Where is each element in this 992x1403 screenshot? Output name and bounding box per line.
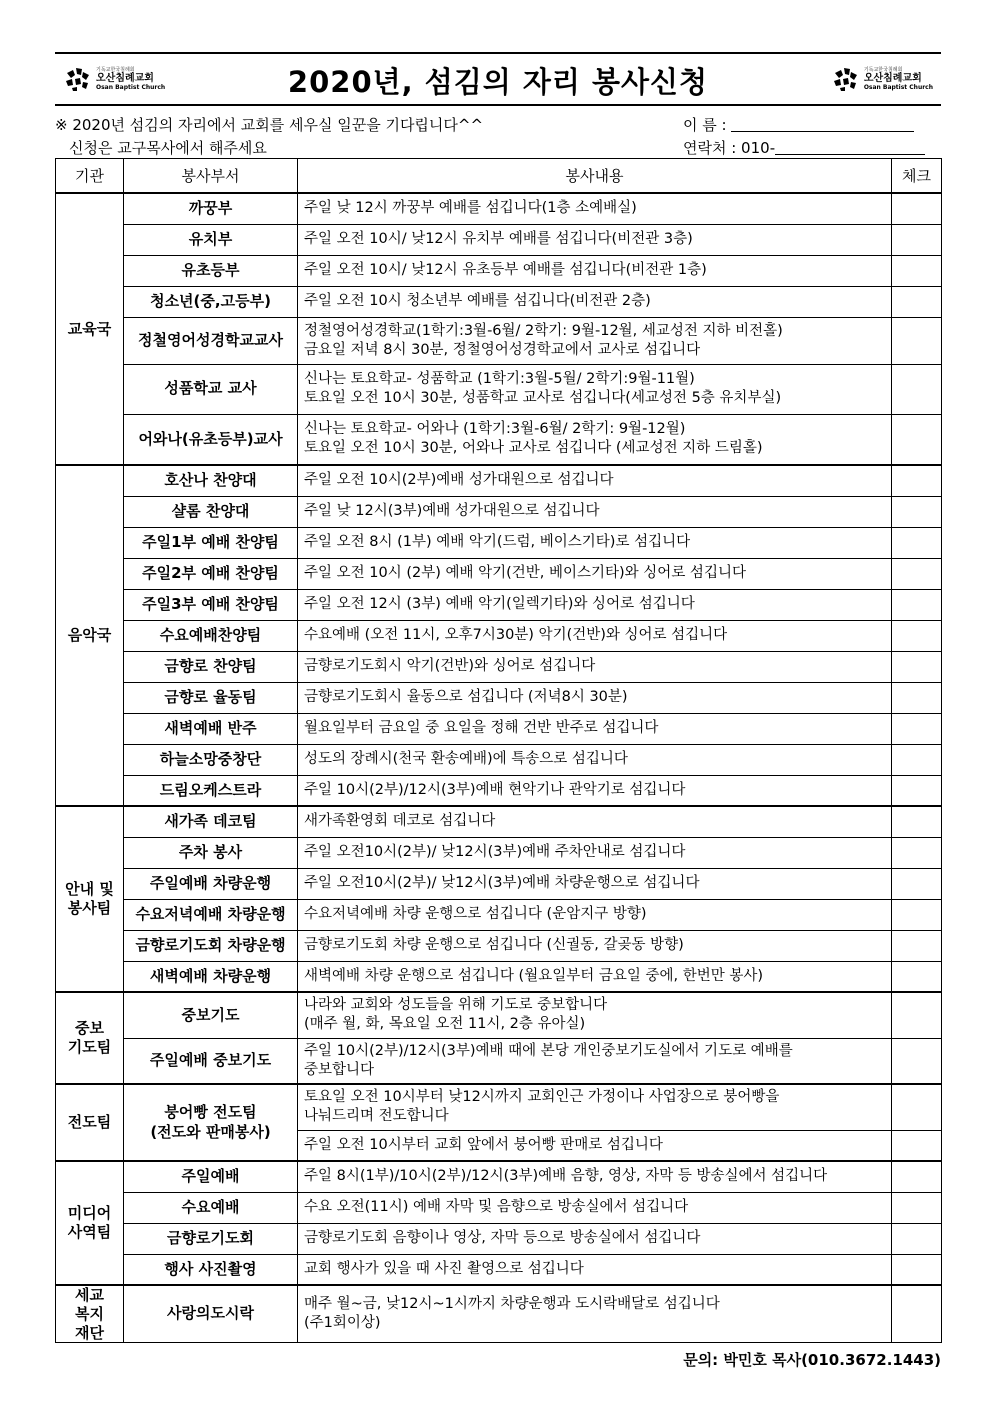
logo-church-name: 오산침례교회: [96, 72, 154, 84]
team-cell: 청소년(중,고등부): [124, 286, 298, 317]
check-cell[interactable]: [892, 806, 942, 837]
church-logo-icon: [831, 66, 861, 92]
intro-section: [55, 106, 941, 158]
team-cell: 주일2부 예배 찬양팀: [124, 558, 298, 589]
check-cell[interactable]: [892, 1223, 942, 1254]
table-row: [56, 317, 942, 364]
table-row: [56, 682, 942, 713]
check-cell[interactable]: [892, 961, 942, 992]
check-cell[interactable]: [892, 899, 942, 930]
dept-cell: 미디어 사역팀: [56, 1161, 124, 1285]
description-cell: 금향로기도회 차량 운행으로 섬깁니다 (신궐동, 갈곶동 방향): [298, 930, 892, 961]
description-cell: 금향로기도회 음향이나 영상, 자막 등으로 방송실에서 섬깁니다: [298, 1223, 892, 1254]
description-cell: 수요저녁예배 차량 운행으로 섬깁니다 (운암지구 방향): [298, 899, 892, 930]
header-dept: 기관: [56, 159, 124, 194]
team-cell: 주일1부 예배 찬양팀: [124, 527, 298, 558]
check-cell[interactable]: [892, 255, 942, 286]
table-row: [56, 364, 942, 414]
check-cell[interactable]: [892, 286, 942, 317]
check-cell[interactable]: [892, 193, 942, 224]
table-row: [56, 806, 942, 837]
team-cell: 유치부: [124, 224, 298, 255]
table-row: [56, 620, 942, 651]
description-cell: 신나는 토요학교- 어와나 (1학기:3월-6월/ 2학기: 9월-12월) 토요일 오전 10시 30분, 어와나 교사로 섬깁니다 (세교성전 지하 드림홀): [298, 414, 892, 465]
check-cell[interactable]: [892, 1130, 942, 1161]
team-cell: 주차 봉사: [124, 837, 298, 868]
table-row: [56, 496, 942, 527]
description-cell: 주일 8시(1부)/10시(2부)/12시(3부)예배 음향, 영상, 자막 등 방송실에서 섬깁니다: [298, 1161, 892, 1192]
description-cell: 주일 낮 12시(3부)예배 성가대원으로 섬깁니다: [298, 496, 892, 527]
team-cell: 새벽예배 차량운행: [124, 961, 298, 992]
team-cell: 금향로 율동팀: [124, 682, 298, 713]
check-cell[interactable]: [892, 651, 942, 682]
page-title: 2020년, 섬김의 자리 봉사신청: [287, 65, 709, 99]
dept-cell: 교육국: [56, 193, 124, 465]
name-blank-line[interactable]: [731, 117, 914, 132]
team-cell: 샬롬 찬양대: [124, 496, 298, 527]
description-cell: 주일 오전 10시부터 교회 앞에서 붕어빵 판매로 섬깁니다: [298, 1130, 892, 1161]
table-row: [56, 744, 942, 775]
description-cell: 새가족환영회 데코로 섬깁니다: [298, 806, 892, 837]
church-logo-right: [831, 66, 933, 92]
description-cell: 월요일부터 금요일 중 요일을 정해 건반 반주로 섬깁니다: [298, 713, 892, 744]
table-row: [56, 775, 942, 806]
logo-church-name-en: Osan Baptist Church: [863, 83, 933, 91]
table-row: [56, 224, 942, 255]
team-cell: 새가족 데코팀: [124, 806, 298, 837]
team-cell: 주일3부 예배 찬양팀: [124, 589, 298, 620]
check-cell[interactable]: [892, 364, 942, 414]
contact-footer: 문의: 박민호 목사(010.3672.1443): [683, 1351, 941, 1369]
logo-church-name-en: Osan Baptist Church: [96, 83, 166, 91]
table-row: [56, 1285, 942, 1343]
table-row: [56, 1223, 942, 1254]
table-row: [56, 992, 942, 1038]
description-cell: 주일 오전 10시/ 낮12시 유치부 예배를 섬깁니다(비전관 3층): [298, 224, 892, 255]
description-cell: 새벽예배 차량 운행으로 섬깁니다 (월요일부터 금요일 중에, 한번만 봉사): [298, 961, 892, 992]
description-cell: 주일 10시(2부)/12시(3부)예배 현악기나 관악기로 섬깁니다: [298, 775, 892, 806]
check-cell[interactable]: [892, 620, 942, 651]
description-cell: 주일 오전 12시 (3부) 예배 악기(일렉기타)와 싱어로 섬깁니다: [298, 589, 892, 620]
description-cell: 수요 오전(11시) 예배 자막 및 음향으로 방송실에서 섬깁니다: [298, 1192, 892, 1223]
check-cell[interactable]: [892, 930, 942, 961]
table-row: [56, 651, 942, 682]
table-row: [56, 1038, 942, 1084]
table-row: [56, 414, 942, 465]
team-cell: 드림오케스트라: [124, 775, 298, 806]
phone-field[interactable]: [683, 137, 925, 158]
description-cell: 나라와 교회와 성도들을 위해 기도로 중보합니다 (매주 월, 화, 목요일 오전 11시, 2층 유아실): [298, 992, 892, 1038]
check-cell[interactable]: [892, 1254, 942, 1285]
team-cell: 금향로 찬양팀: [124, 651, 298, 682]
table-row: [56, 1192, 942, 1223]
dept-cell: 세교 복지 재단: [56, 1285, 124, 1343]
team-cell: 금향로기도회: [124, 1223, 298, 1254]
table-row: [56, 527, 942, 558]
check-cell[interactable]: [892, 744, 942, 775]
volunteer-table: [55, 158, 942, 1343]
intro-instruction: 신청은 교구목사에서 해주세요: [69, 139, 267, 157]
header-description: 봉사내용: [298, 159, 892, 194]
description-cell: 주일 오전10시(2부)/ 낮12시(3부)예배 차량운행으로 섬깁니다: [298, 868, 892, 899]
dept-cell: 음악국: [56, 465, 124, 806]
check-cell[interactable]: [892, 1161, 942, 1192]
logo-church-name: 오산침례교회: [863, 72, 922, 84]
name-field[interactable]: [683, 114, 914, 135]
description-cell: 주일 10시(2부)/12시(3부)예배 때에 본당 개인중보기도실에서 기도로 예배를 중보합니다: [298, 1038, 892, 1084]
team-cell: 성품학교 교사: [124, 364, 298, 414]
table-row: [56, 1254, 942, 1285]
team-cell: 까꿍부: [124, 193, 298, 224]
header-team: 봉사부서: [124, 159, 298, 194]
description-cell: 주일 오전10시(2부)/ 낮12시(3부)예배 주차안내로 섬깁니다: [298, 837, 892, 868]
table-header-row: [56, 159, 942, 194]
name-label: 이 름 :: [683, 116, 727, 134]
description-cell: 성도의 장례시(천국 환송예배)에 특송으로 섬깁니다: [298, 744, 892, 775]
team-cell: 붕어빵 전도팀 (전도와 판매봉사): [124, 1084, 298, 1161]
table-row: [56, 286, 942, 317]
phone-blank-line[interactable]: [775, 140, 925, 155]
table-body: [56, 193, 942, 1343]
team-cell: 정철영어성경학교교사: [124, 317, 298, 364]
check-cell[interactable]: [892, 713, 942, 744]
team-cell: 호산나 찬양대: [124, 465, 298, 496]
dept-cell: 전도팀: [56, 1084, 124, 1161]
check-cell[interactable]: [892, 837, 942, 868]
table-row: [56, 1161, 942, 1192]
table-row: [56, 713, 942, 744]
description-cell: 주일 오전 10시/ 낮12시 유초등부 예배를 섬깁니다(비전관 1층): [298, 255, 892, 286]
table-row: [56, 193, 942, 224]
team-cell: 금향로기도회 차량운행: [124, 930, 298, 961]
table-row: [56, 899, 942, 930]
description-cell: 수요예배 (오전 11시, 오후7시30분) 악기(건반)와 싱어로 섬깁니다: [298, 620, 892, 651]
team-cell: 어와나(유초등부)교사: [124, 414, 298, 465]
check-cell[interactable]: [892, 589, 942, 620]
table-row: [56, 255, 942, 286]
check-cell[interactable]: [892, 992, 942, 1038]
description-cell: 매주 월~금, 낮12시~1시까지 차량운행과 도시락배달로 섬깁니다 (주1회이상): [298, 1285, 892, 1343]
team-cell: 사랑의도시락: [124, 1285, 298, 1343]
check-cell[interactable]: [892, 1285, 942, 1343]
description-cell: 신나는 토요학교- 성품학교 (1학기:3월-5월/ 2학기:9월-11월) 토요일 오전 10시 30분, 성품학교 교사로 섬깁니다(세교성전 5층 유치부실): [298, 364, 892, 414]
description-cell: 주일 오전 8시 (1부) 예배 악기(드럼, 베이스기타)로 섬깁니다: [298, 527, 892, 558]
phone-label: 연락처 : 010-: [683, 139, 776, 157]
description-cell: 주일 오전 10시 (2부) 예배 악기(건반, 베이스기타)와 싱어로 섬깁니다: [298, 558, 892, 589]
application-form: [55, 52, 941, 1369]
header-check: 체크: [892, 159, 942, 194]
table-row: [56, 558, 942, 589]
check-cell[interactable]: [892, 1038, 942, 1084]
check-cell[interactable]: [892, 224, 942, 255]
team-cell: 주일예배 중보기도: [124, 1038, 298, 1084]
description-cell: 주일 오전 10시 청소년부 예배를 섬깁니다(비전관 2층): [298, 286, 892, 317]
table-row: [56, 589, 942, 620]
dept-cell: 중보 기도팀: [56, 992, 124, 1084]
table-row: [56, 465, 942, 496]
check-cell[interactable]: [892, 496, 942, 527]
logo-denomination: 기독교한국침례회: [863, 66, 903, 73]
check-cell[interactable]: [892, 558, 942, 589]
dept-cell: 안내 및 봉사팀: [56, 806, 124, 992]
description-cell: 금향로기도회시 악기(건반)와 싱어로 섬깁니다: [298, 651, 892, 682]
table-row: [56, 868, 942, 899]
description-cell: 주일 오전 10시(2부)예배 성가대원으로 섬깁니다: [298, 465, 892, 496]
description-cell: 토요일 오전 10시부터 낮12시까지 교회인근 가정이나 사업장으로 붕어빵을 나눠드리며 전도합니다: [298, 1084, 892, 1130]
team-cell: 수요저녁예배 차량운행: [124, 899, 298, 930]
check-cell[interactable]: [892, 775, 942, 806]
form-header: [55, 52, 941, 106]
description-cell: 교회 행사가 있을 때 사진 촬영으로 섬깁니다: [298, 1254, 892, 1285]
table-row: [56, 837, 942, 868]
team-cell: 새벽예배 반주: [124, 713, 298, 744]
team-cell: 수요예배찬양팀: [124, 620, 298, 651]
check-cell[interactable]: [892, 1192, 942, 1223]
team-cell: 유초등부: [124, 255, 298, 286]
description-cell: 주일 낮 12시 까꿍부 예배를 섬깁니다(1층 소예배실): [298, 193, 892, 224]
check-cell[interactable]: [892, 1084, 942, 1130]
intro-notice: ※ 2020년 섬김의 자리에서 교회를 세우실 일꾼을 기다립니다^^: [55, 116, 484, 134]
check-cell[interactable]: [892, 465, 942, 496]
description-cell: 금향로기도회시 율동으로 섬깁니다 (저녁8시 30분): [298, 682, 892, 713]
team-cell: 중보기도: [124, 992, 298, 1038]
team-cell: 수요예배: [124, 1192, 298, 1223]
table-row: [56, 1084, 942, 1130]
check-cell[interactable]: [892, 868, 942, 899]
team-cell: 주일예배: [124, 1161, 298, 1192]
table-row: [56, 961, 942, 992]
check-cell[interactable]: [892, 682, 942, 713]
team-cell: 주일예배 차량운행: [124, 868, 298, 899]
team-cell: 행사 사진촬영: [124, 1254, 298, 1285]
team-cell: 하늘소망중창단: [124, 744, 298, 775]
description-cell: 정철영어성경학교(1학기:3월-6월/ 2학기: 9월-12월, 세교성전 지하 비전홀) 금요일 저녁 8시 30분, 정철영어성경학교에서 교사로 섬깁니다: [298, 317, 892, 364]
table-row: [56, 930, 942, 961]
check-cell[interactable]: [892, 527, 942, 558]
check-cell[interactable]: [892, 414, 942, 465]
logo-denomination: 기독교한국침례회: [96, 66, 135, 73]
check-cell[interactable]: [892, 317, 942, 364]
